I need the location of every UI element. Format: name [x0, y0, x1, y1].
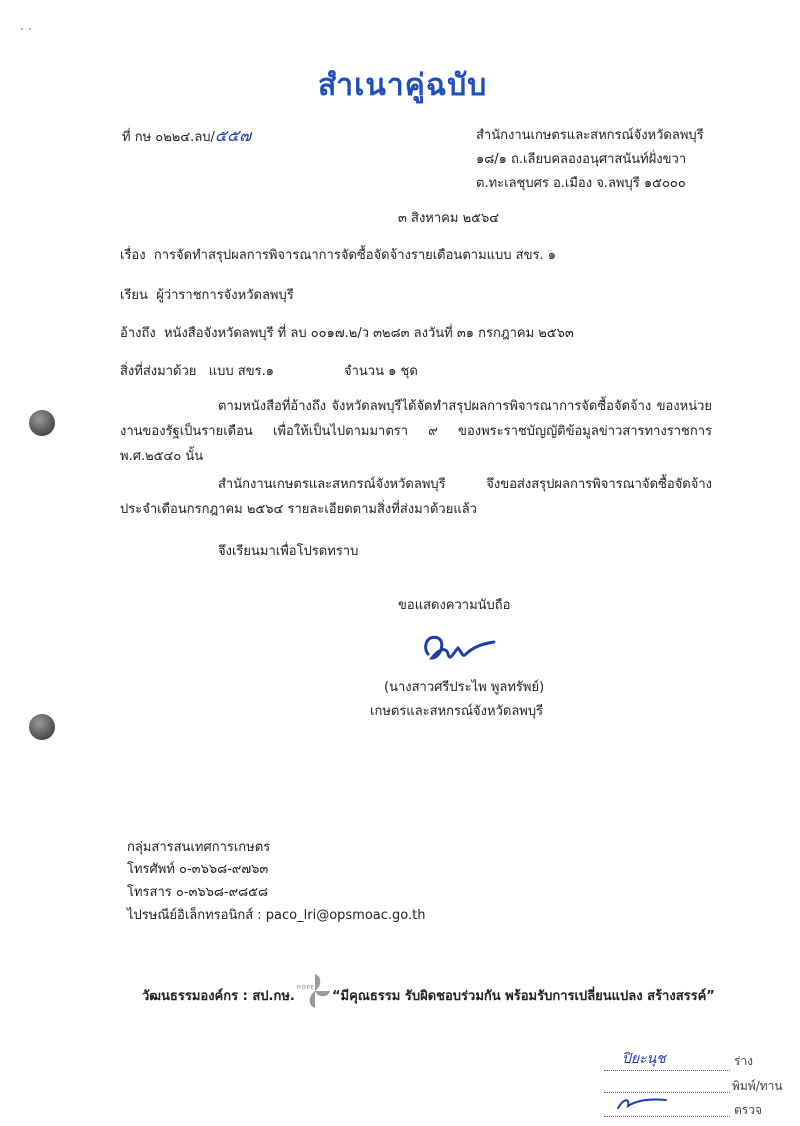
doc-number	[122, 124, 251, 149]
body-paragraph-1-text: ตามหนังสือที่อ้างถึง จังหวัดลพบุรีได้จัดทำสรุปผลการพิจารณาการจัดซื้อจัดจ้าง ของหน่วยงานของรัฐเป็นรายเดือน เพื่อให้เป็นไปตามมาตรา ๙ ของพระราชบัญญัติข้อมูลข่าวสารทางราชการ พ.ศ.๒๕๔๐ นั้น	[120, 399, 712, 464]
draft-handwritten: ปิยะนุช	[622, 1051, 666, 1067]
body-paragraph-2	[120, 472, 712, 522]
draft-label: ร่าง	[734, 1054, 754, 1068]
reference-label: อ้างถึง	[120, 326, 156, 341]
office-address-line1: สำนักงานเกษตรและสหกรณ์จังหวัดลพบุรี	[476, 128, 704, 143]
closing-regards: ขอแสดงความนับถือ	[398, 598, 511, 613]
typed-label: พิมพ์/ทาน	[732, 1079, 783, 1093]
subject-text: การจัดทำสรุปผลการพิจารณาการจัดซื้อจัดจ้างรายเดือนตามแบบ สขร. ๑	[153, 248, 556, 263]
corner-mark: ` ˋ	[20, 28, 34, 39]
body-paragraph-3: จึงเรียนมาเพื่อโปรดทราบ	[218, 544, 359, 559]
body-paragraph-2-text: สำนักงานเกษตรและสหกรณ์จังหวัดลพบุรี จึงขอส่งสรุปผลการพิจารณาจัดซื้อจัดจ้างประจำเดือนกรกฎาคม ๒๕๖๔ รายละเอียดตามสิ่งที่ส่งมาด้วยแล้ว	[120, 477, 712, 517]
body-paragraph-1	[120, 394, 712, 469]
subject-label: เรื่อง	[120, 248, 146, 263]
copy-stamp: สำเนาคู่ฉบับ	[318, 68, 488, 103]
hope-pinwheel-logo-icon	[300, 972, 330, 1010]
checked-initials-mark	[614, 1090, 674, 1114]
doc-number-label: ที่ กษ ๐๒๒๔.ลบ/	[122, 130, 215, 145]
culture-label: วัฒนธรรมองค์กร : สป.กษ.	[142, 989, 295, 1004]
attachment-item: แบบ สขร.๑	[208, 364, 274, 379]
contact-phone: โทรศัพท์ ๐-๓๖๖๘-๙๗๖๓	[127, 862, 269, 877]
culture-slogan: “มีคุณธรรม รับผิดชอบร่วมกัน พร้อมรับการเปลี่ยนแปลง สร้างสรรค์”	[332, 989, 715, 1004]
draft-line	[604, 1051, 730, 1071]
to-label: เรียน	[120, 288, 148, 303]
logo-text: HOPE	[297, 985, 315, 991]
signatory-position: เกษตรและสหกรณ์จังหวัดลพบุรี	[370, 704, 544, 719]
punch-hole-icon	[29, 410, 55, 436]
reference-line	[120, 322, 574, 343]
checked-label: ตรวจ	[734, 1103, 763, 1117]
attachment-quantity: จำนวน ๑ ชุด	[344, 364, 418, 379]
signatory-name: (นางสาวศรีประไพ พูลทรัพย์)	[384, 680, 545, 695]
reference-text: หนังสือจังหวัดลพบุรี ที่ ลบ ๐๐๑๗.๒/ว ๓๒๘๓ ลงวันที่ ๓๑ กรกฎาคม ๒๕๖๓	[163, 326, 574, 341]
handwritten-signature	[418, 624, 498, 676]
to-line	[120, 284, 294, 305]
subject-line	[120, 244, 556, 265]
attachment-label: สิ่งที่ส่งมาด้วย	[120, 364, 197, 379]
checked-line	[604, 1100, 730, 1117]
contact-email: ไปรษณีย์อิเล็กทรอนิกส์ : paco_lri@opsmoac.go.th	[127, 908, 426, 923]
letter-date: ๓ สิงหาคม ๒๕๖๔	[398, 211, 500, 226]
to-text: ผู้ว่าราชการจังหวัดลพบุรี	[156, 288, 294, 303]
contact-fax: โทรสาร ๐-๓๖๖๘-๙๘๕๘	[127, 885, 269, 900]
contact-group: กลุ่มสารสนเทศการเกษตร	[127, 840, 271, 855]
doc-number-handwritten: ๕๕๗	[214, 126, 252, 145]
office-address-line2: ๑๘/๑ ถ.เลียบคลองอนุศาสนันท์ฝั่งขวา	[476, 152, 687, 167]
punch-hole-icon	[29, 714, 55, 740]
attachment-line	[120, 360, 274, 381]
office-address-line3: ต.ทะเลชุบศร อ.เมือง จ.ลพบุรี ๑๕๐๐๐	[476, 176, 686, 191]
